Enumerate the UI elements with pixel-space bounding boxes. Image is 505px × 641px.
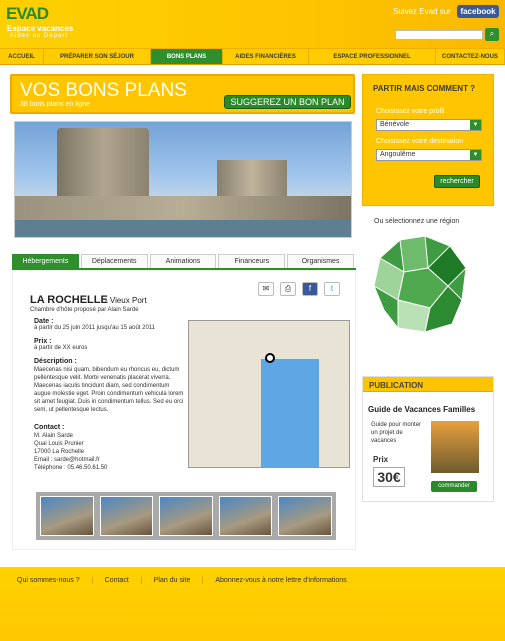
facebook-button[interactable]: facebook [457, 5, 499, 18]
follow-text: Suivez Evad sur [393, 7, 451, 16]
map-water [261, 359, 319, 468]
contact-email: Email : sarde@hotmail.fr [34, 457, 100, 463]
search-button[interactable] [485, 28, 499, 41]
search-icon: ⌕ [489, 29, 495, 38]
facebook-icon[interactable]: f [302, 282, 318, 296]
prix-label: Prix : [34, 338, 52, 345]
publication-image [431, 421, 479, 473]
bons-plans-count: 38 bons plans en ligne [20, 101, 91, 108]
footer-link-contact[interactable]: Contact [93, 577, 142, 584]
search-panel [362, 74, 494, 206]
contact-name: M. Alain Sarde [34, 433, 74, 439]
profil-select[interactable] [376, 119, 482, 131]
publication-prix-label: Prix [373, 455, 389, 464]
thumbnail[interactable] [219, 496, 273, 536]
chevron-down-icon: ▼ [470, 150, 481, 160]
share-icons [258, 282, 340, 296]
publication-desc: Guide pour monter un projet de vacances [371, 422, 422, 444]
rechercher-button[interactable]: rechercher [434, 175, 480, 188]
thumbnail[interactable] [40, 496, 94, 536]
listing-quarter: - Vieux Port [105, 296, 147, 305]
date-value: à partir du 25 juin 2011 jusqu'au 15 août 2011 [34, 325, 156, 331]
bons-plans-header [10, 74, 355, 114]
destination-label: Choisissez votre destination [376, 138, 464, 145]
nav-bons-plans[interactable]: BONS PLANS [151, 49, 223, 64]
listing-subtitle: Chambre d'hôte proposé par Alain Sarde [30, 307, 139, 313]
publication-header [363, 377, 493, 392]
profil-value: Bénévole [380, 121, 410, 128]
region-shape[interactable] [400, 236, 428, 272]
email-icon[interactable]: ✉ [258, 282, 274, 296]
location-map[interactable] [188, 320, 350, 468]
logo[interactable]: EVAD [6, 4, 48, 23]
map-marker-icon [265, 353, 275, 363]
main-nav [0, 48, 505, 65]
tab-animations[interactable]: Animations [150, 254, 217, 268]
date-section [34, 318, 184, 331]
tab-deplacements[interactable]: Déplacements [81, 254, 148, 268]
thumbnail[interactable] [278, 496, 332, 536]
banner-photo [14, 121, 352, 238]
prix-section [34, 338, 184, 351]
region-label: Ou sélectionnez une région [374, 218, 460, 225]
thumbnail[interactable] [100, 496, 154, 536]
publication-head-label: PUBLICATION [369, 381, 424, 390]
water [15, 220, 352, 238]
chevron-down-icon: ▼ [470, 120, 481, 130]
listing-city: LA ROCHELLE [30, 294, 108, 306]
footer-link-sitemap[interactable]: Plan du site [142, 577, 204, 584]
suggest-button[interactable]: SUGGEREZ UN BON PLAN [224, 95, 351, 109]
france-region-map[interactable] [370, 228, 474, 338]
logo-line2: Aides au Départ [10, 33, 69, 39]
contact-label: Contact : [34, 424, 65, 431]
date-label: Date : [34, 318, 54, 325]
profil-label: Choisissez votre profil [376, 108, 445, 115]
contact-section [34, 424, 184, 472]
footer-link-about[interactable]: Qui sommes-nous ? [5, 577, 93, 584]
search-panel-title: PARTIR MAIS COMMENT ? [373, 84, 476, 93]
thumbnail-gallery [36, 492, 336, 540]
tab-bar [12, 254, 356, 270]
description-value: Maecenas nisi quam, bibendum eu rhoncus eu, dictum pellentesque velit. Morbi venenatis placerat viverra. Maecenas iaculis tincidunt diam, sed condimentum augue molestie eget. Proin condimentum vehicula lorem sit amet feugiat. Duis in condimentum tellus. Sed eu orci sem, ut pellentesque lectus. [34, 367, 184, 413]
tab-hebergements[interactable]: Hébergements [12, 254, 79, 268]
nav-accueil[interactable]: ACCUEIL [0, 49, 44, 64]
nav-contact[interactable]: CONTACTEZ-NOUS [436, 49, 505, 64]
page-title: VOS BONS PLANS [20, 80, 187, 101]
nav-aides[interactable]: AIDES FINANCIÈRES [223, 49, 309, 64]
description-label: Déscription : [34, 358, 77, 365]
publication-title: Guide de Vacances Familles [368, 405, 476, 414]
contact-street: Quai Louis Prunier [34, 441, 84, 447]
logo-line1: Espace vacances [7, 24, 74, 33]
contact-city: 17000 La Rochelle [34, 449, 85, 455]
header [0, 0, 505, 48]
thumbnail[interactable] [159, 496, 213, 536]
nav-preparer[interactable]: PRÉPARER SON SÉJOUR [44, 49, 151, 64]
contact-phone: Téléphone : 05.46.50.61.50 [34, 465, 108, 471]
footer [0, 567, 505, 641]
description-section [34, 358, 186, 414]
publication-price: 30€ [373, 467, 405, 487]
destination-value: Angoulême [380, 151, 416, 158]
commander-button[interactable]: commander [431, 481, 477, 492]
print-icon[interactable]: ⎙ [280, 282, 296, 296]
twitter-icon[interactable]: t [324, 282, 340, 296]
search-input[interactable] [395, 30, 483, 40]
nav-espace-pro[interactable]: ESPACE PROFESSIONNEL [309, 49, 436, 64]
prix-value: à partir de XX euros [34, 345, 88, 351]
footer-links [5, 577, 359, 584]
tab-organismes[interactable]: Organismes [287, 254, 354, 268]
tab-financeurs[interactable]: Financeurs [218, 254, 285, 268]
publication-panel [362, 376, 494, 502]
destination-select[interactable] [376, 149, 482, 161]
footer-link-newsletter[interactable]: Abonnez-vous à notre lettre d'informations [215, 577, 347, 584]
